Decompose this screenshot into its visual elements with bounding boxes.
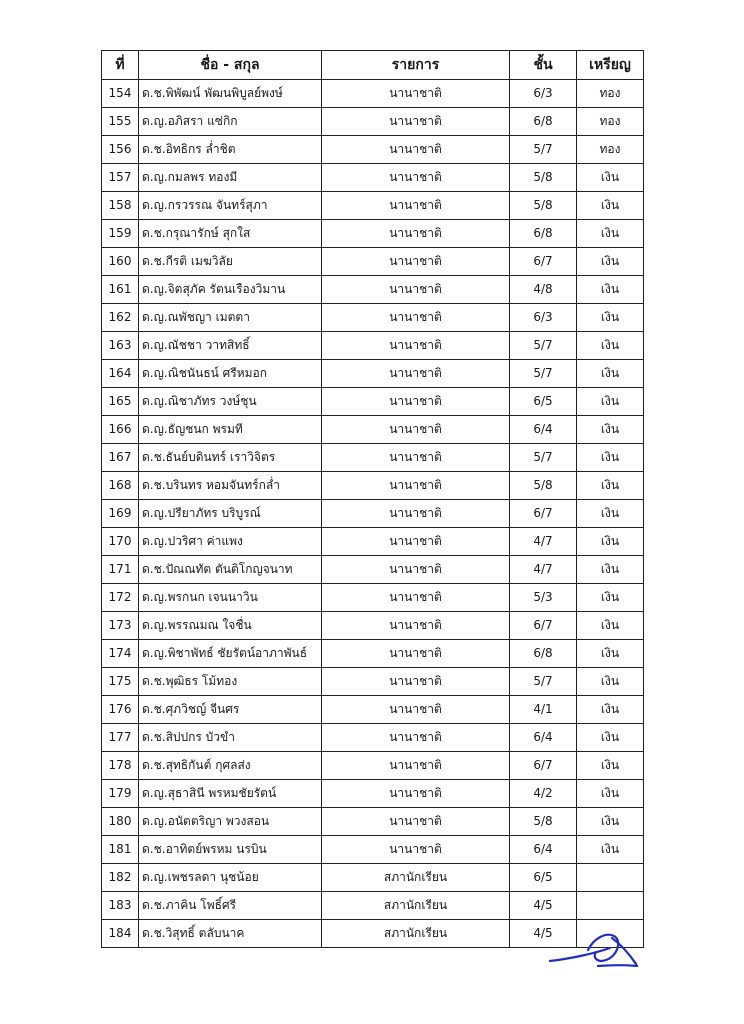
competition-item: นานาชาติ — [322, 332, 510, 360]
row-number: 179 — [102, 780, 139, 808]
competition-item: นานาชาติ — [322, 528, 510, 556]
row-number: 160 — [102, 248, 139, 276]
competition-item: นานาชาติ — [322, 164, 510, 192]
row-number: 172 — [102, 584, 139, 612]
class-grade: 5/3 — [510, 584, 577, 612]
competition-item: นานาชาติ — [322, 500, 510, 528]
row-number: 173 — [102, 612, 139, 640]
table-row — [102, 864, 644, 892]
competition-item: สภานักเรียน — [322, 892, 510, 920]
row-number: 162 — [102, 304, 139, 332]
award-list-sheet — [101, 50, 644, 948]
medal-type: เงิน — [577, 304, 644, 332]
student-name: ด.ญ.สุธาสินี พรหมชัยรัตน์ — [139, 780, 322, 808]
row-number: 156 — [102, 136, 139, 164]
competition-item: นานาชาติ — [322, 668, 510, 696]
medal-type: เงิน — [577, 808, 644, 836]
table-row — [102, 724, 644, 752]
medal-type: เงิน — [577, 556, 644, 584]
student-name: ด.ญ.พรกนก เจนนาวิน — [139, 584, 322, 612]
row-number: 155 — [102, 108, 139, 136]
row-number: 164 — [102, 360, 139, 388]
table-row — [102, 304, 644, 332]
row-number: 171 — [102, 556, 139, 584]
class-grade: 5/8 — [510, 472, 577, 500]
row-number: 154 — [102, 80, 139, 108]
row-number: 170 — [102, 528, 139, 556]
row-number: 161 — [102, 276, 139, 304]
table-row — [102, 164, 644, 192]
student-name: ด.ญ.ณิชาภัทร วงษ์ชุน — [139, 388, 322, 416]
table-row — [102, 892, 644, 920]
competition-item: นานาชาติ — [322, 752, 510, 780]
student-name: ด.ญ.ปวริศา ค่าแพง — [139, 528, 322, 556]
header-item: รายการ — [322, 51, 510, 80]
student-name: ด.ช.สิปปกร บัวขำ — [139, 724, 322, 752]
medal-type — [577, 892, 644, 920]
table-row — [102, 360, 644, 388]
header-grade: ชั้น — [510, 51, 577, 80]
row-number: 175 — [102, 668, 139, 696]
class-grade: 6/8 — [510, 220, 577, 248]
competition-item: นานาชาติ — [322, 80, 510, 108]
student-name: ด.ช.กีรติ เมฆวิลัย — [139, 248, 322, 276]
table-row — [102, 192, 644, 220]
table-row — [102, 220, 644, 248]
competition-item: นานาชาติ — [322, 640, 510, 668]
medal-type: เงิน — [577, 780, 644, 808]
medal-type: เงิน — [577, 640, 644, 668]
medal-type: เงิน — [577, 360, 644, 388]
table-row — [102, 780, 644, 808]
class-grade: 6/7 — [510, 248, 577, 276]
table-row — [102, 696, 644, 724]
row-number: 168 — [102, 472, 139, 500]
row-number: 184 — [102, 920, 139, 948]
medal-type: เงิน — [577, 416, 644, 444]
row-number: 163 — [102, 332, 139, 360]
table-row — [102, 808, 644, 836]
student-name: ด.ญ.กมลพร ทองมี — [139, 164, 322, 192]
class-grade: 6/5 — [510, 388, 577, 416]
student-name: ด.ญ.จิตสุภัค รัตนเรืองวิมาน — [139, 276, 322, 304]
medal-type: ทอง — [577, 136, 644, 164]
medal-type: เงิน — [577, 472, 644, 500]
student-name: ด.ช.บรินทร หอมจันทร์กล่ำ — [139, 472, 322, 500]
table-row — [102, 248, 644, 276]
table-row — [102, 612, 644, 640]
student-name: ด.ช.ภาคิน โพธิ์ศรี — [139, 892, 322, 920]
competition-item: นานาชาติ — [322, 724, 510, 752]
medal-type: ทอง — [577, 108, 644, 136]
table-row — [102, 640, 644, 668]
row-number: 178 — [102, 752, 139, 780]
medal-type: เงิน — [577, 752, 644, 780]
student-name: ด.ช.พิพัฒน์ พัฒนพิบูลย์พงษ์ — [139, 80, 322, 108]
class-grade: 4/5 — [510, 892, 577, 920]
competition-item: นานาชาติ — [322, 136, 510, 164]
table-header-row — [102, 51, 644, 80]
student-name: ด.ญ.พิชาพัทธ์ ชัยรัตน์อาภาพันธ์ — [139, 640, 322, 668]
medal-type: เงิน — [577, 500, 644, 528]
table-row — [102, 500, 644, 528]
table-row — [102, 276, 644, 304]
class-grade: 5/8 — [510, 164, 577, 192]
competition-item: นานาชาติ — [322, 444, 510, 472]
medal-type: เงิน — [577, 332, 644, 360]
competition-item: นานาชาติ — [322, 192, 510, 220]
student-name: ด.ญ.อภิสรา แซ่กิก — [139, 108, 322, 136]
header-medal: เหรียญ — [577, 51, 644, 80]
row-number: 159 — [102, 220, 139, 248]
medal-type: เงิน — [577, 276, 644, 304]
student-name: ด.ช.ธันย์บดินทร์ เราวิจิตร — [139, 444, 322, 472]
class-grade: 4/7 — [510, 556, 577, 584]
row-number: 167 — [102, 444, 139, 472]
student-name: ด.ญ.ธัญชนก พรมที — [139, 416, 322, 444]
medal-type: เงิน — [577, 612, 644, 640]
header-no: ที่ — [102, 51, 139, 80]
class-grade: 4/1 — [510, 696, 577, 724]
header-name: ชื่อ - สกุล — [139, 51, 322, 80]
table-row — [102, 528, 644, 556]
medal-type: เงิน — [577, 164, 644, 192]
competition-item: สภานักเรียน — [322, 864, 510, 892]
table-row — [102, 556, 644, 584]
competition-item: สภานักเรียน — [322, 920, 510, 948]
class-grade: 5/7 — [510, 136, 577, 164]
student-name: ด.ช.กรุณารักษ์ สุกใส — [139, 220, 322, 248]
class-grade: 6/3 — [510, 80, 577, 108]
medal-type: เงิน — [577, 444, 644, 472]
row-number: 158 — [102, 192, 139, 220]
table-row — [102, 388, 644, 416]
class-grade: 4/2 — [510, 780, 577, 808]
competition-item: นานาชาติ — [322, 304, 510, 332]
table-row — [102, 416, 644, 444]
row-number: 157 — [102, 164, 139, 192]
row-number: 181 — [102, 836, 139, 864]
class-grade: 4/5 — [510, 920, 577, 948]
class-grade: 5/7 — [510, 360, 577, 388]
competition-item: นานาชาติ — [322, 612, 510, 640]
competition-item: นานาชาติ — [322, 584, 510, 612]
competition-item: นานาชาติ — [322, 108, 510, 136]
medal-type: เงิน — [577, 388, 644, 416]
table-row — [102, 584, 644, 612]
student-name: ด.ญ.ณัชชา วาทสิทธิ์ — [139, 332, 322, 360]
class-grade: 4/7 — [510, 528, 577, 556]
competition-item: นานาชาติ — [322, 836, 510, 864]
row-number: 166 — [102, 416, 139, 444]
table-row — [102, 752, 644, 780]
class-grade: 5/8 — [510, 808, 577, 836]
student-name: ด.ญ.กรวรรณ จันทร์สุภา — [139, 192, 322, 220]
student-name: ด.ช.วิสุทธิ์ ตลับนาค — [139, 920, 322, 948]
student-name: ด.ญ.พรรณมณ ใจชื่น — [139, 612, 322, 640]
competition-item: นานาชาติ — [322, 472, 510, 500]
competition-item: นานาชาติ — [322, 696, 510, 724]
medal-type: เงิน — [577, 584, 644, 612]
class-grade: 6/8 — [510, 108, 577, 136]
class-grade: 6/7 — [510, 752, 577, 780]
student-name: ด.ญ.ปรียาภัทร บริบูรณ์ — [139, 500, 322, 528]
competition-item: นานาชาติ — [322, 388, 510, 416]
row-number: 182 — [102, 864, 139, 892]
table-row — [102, 836, 644, 864]
class-grade: 5/7 — [510, 332, 577, 360]
student-name: ด.ญ.อนัตตริญา พวงสอน — [139, 808, 322, 836]
award-table — [101, 50, 644, 948]
class-grade: 6/7 — [510, 500, 577, 528]
student-name: ด.ช.อาทิตย์พรหม นรบิน — [139, 836, 322, 864]
table-row — [102, 444, 644, 472]
student-name: ด.ญ.เพชรลดา นุชน้อย — [139, 864, 322, 892]
row-number: 177 — [102, 724, 139, 752]
medal-type: เงิน — [577, 528, 644, 556]
student-name: ด.ช.อิทธิกร ล่ำชิต — [139, 136, 322, 164]
competition-item: นานาชาติ — [322, 416, 510, 444]
row-number: 165 — [102, 388, 139, 416]
student-name: ด.ญ.ณิชนันธน์ ศรีหมอก — [139, 360, 322, 388]
medal-type: ทอง — [577, 80, 644, 108]
class-grade: 4/8 — [510, 276, 577, 304]
student-name: ด.ช.สุทธิกันต์ กุศลส่ง — [139, 752, 322, 780]
competition-item: นานาชาติ — [322, 556, 510, 584]
student-name: ด.ญ.ณพัชญา เมตตา — [139, 304, 322, 332]
class-grade: 6/4 — [510, 724, 577, 752]
medal-type: เงิน — [577, 836, 644, 864]
table-row — [102, 332, 644, 360]
student-name: ด.ช.พุฒิธร โม้ทอง — [139, 668, 322, 696]
row-number: 180 — [102, 808, 139, 836]
medal-type: เงิน — [577, 724, 644, 752]
row-number: 174 — [102, 640, 139, 668]
competition-item: นานาชาติ — [322, 276, 510, 304]
student-name: ด.ช.ปัณณทัต ตันติโกญจนาท — [139, 556, 322, 584]
table-row — [102, 136, 644, 164]
student-name: ด.ช.ศุภวิชญ์ จีนศร — [139, 696, 322, 724]
table-row — [102, 668, 644, 696]
competition-item: นานาชาติ — [322, 780, 510, 808]
competition-item: นานาชาติ — [322, 220, 510, 248]
class-grade: 6/3 — [510, 304, 577, 332]
medal-type: เงิน — [577, 192, 644, 220]
row-number: 183 — [102, 892, 139, 920]
table-body — [102, 80, 644, 948]
signature-icon — [548, 928, 638, 970]
competition-item: นานาชาติ — [322, 248, 510, 276]
table-row — [102, 472, 644, 500]
competition-item: นานาชาติ — [322, 360, 510, 388]
table-row — [102, 80, 644, 108]
row-number: 169 — [102, 500, 139, 528]
medal-type: เงิน — [577, 248, 644, 276]
class-grade: 6/5 — [510, 864, 577, 892]
class-grade: 5/7 — [510, 668, 577, 696]
table-row — [102, 108, 644, 136]
class-grade: 5/7 — [510, 444, 577, 472]
medal-type: เงิน — [577, 696, 644, 724]
class-grade: 5/8 — [510, 192, 577, 220]
class-grade: 6/8 — [510, 640, 577, 668]
class-grade: 6/4 — [510, 836, 577, 864]
competition-item: นานาชาติ — [322, 808, 510, 836]
row-number: 176 — [102, 696, 139, 724]
medal-type — [577, 864, 644, 892]
class-grade: 6/4 — [510, 416, 577, 444]
medal-type: เงิน — [577, 668, 644, 696]
medal-type: เงิน — [577, 220, 644, 248]
class-grade: 6/7 — [510, 612, 577, 640]
